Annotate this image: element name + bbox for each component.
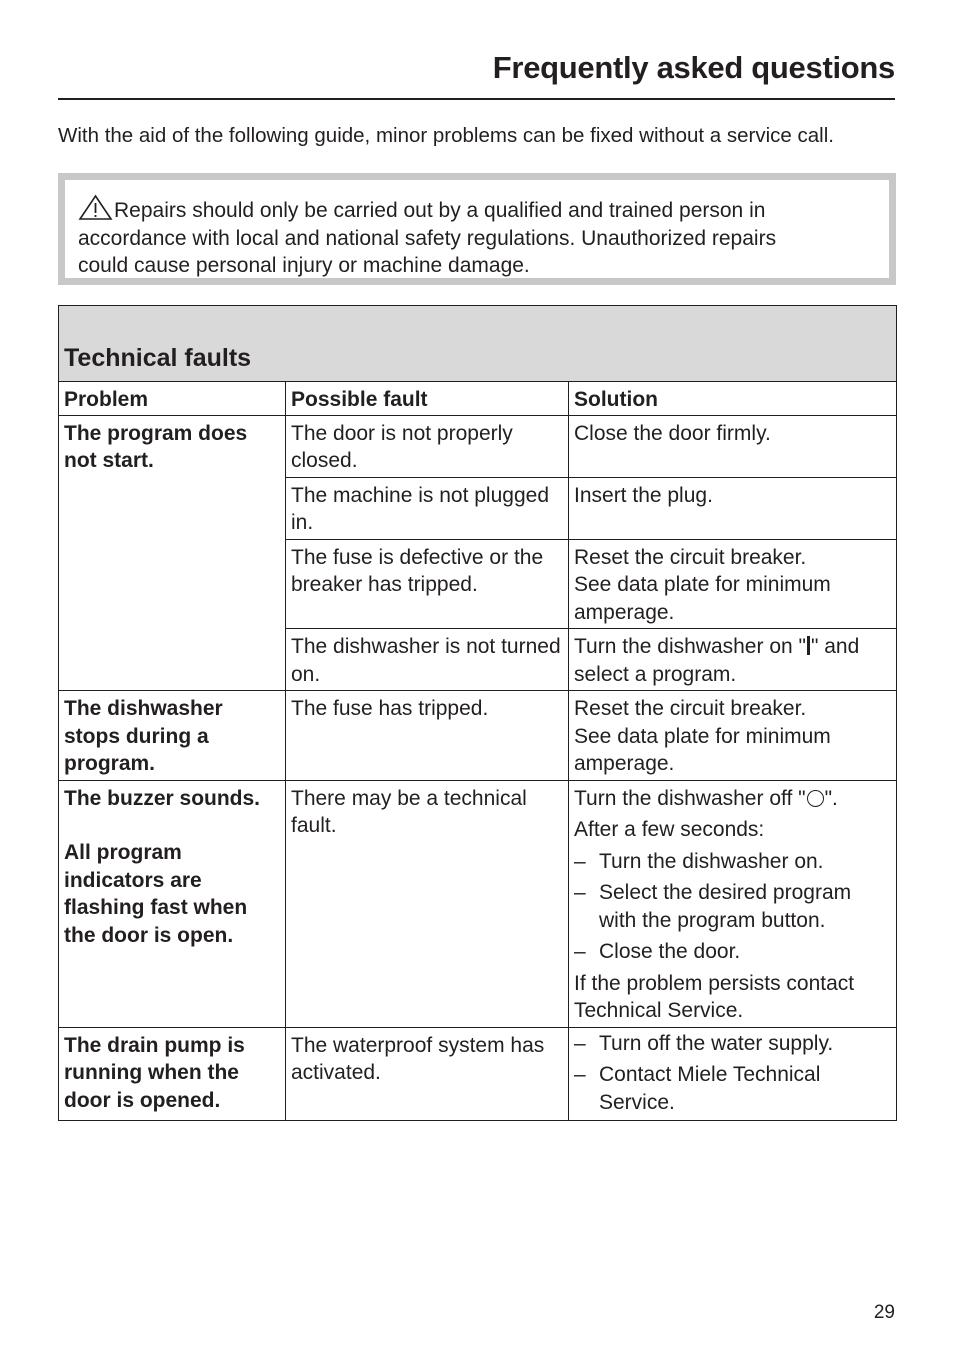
dash-marker: – [574, 940, 586, 963]
solution-cell [569, 1027, 897, 1120]
problem-cell: The program does not start. [59, 415, 286, 691]
table-row [59, 780, 897, 1027]
table-row [59, 691, 897, 781]
solution-text-start: Turn the dishwasher off " [574, 786, 806, 810]
dash-marker: – [574, 849, 586, 873]
solution-cell [569, 629, 897, 691]
problem-cell: The dishwasher stops during a program. [59, 691, 286, 781]
dash-marker: – [574, 1063, 586, 1086]
problem-cell: The drain pump is running when the door is opened. [59, 1027, 286, 1120]
problem-line: All program indicators are flashing fast when the door is open. [64, 841, 248, 947]
spacer [64, 812, 280, 839]
bullet-text: Turn off the water supply. [599, 1031, 834, 1055]
bullet-item [574, 879, 891, 934]
bullet-item [574, 1030, 891, 1058]
dash-marker: – [574, 881, 586, 904]
fault-cell: The door is not properly closed. [286, 415, 569, 477]
section-header-row [59, 306, 897, 382]
fault-cell: The waterproof system has activated. [286, 1027, 569, 1120]
table-row [59, 1027, 897, 1120]
solution-text-end: ". [824, 786, 838, 810]
warning-box [58, 173, 896, 285]
table-row [59, 415, 897, 477]
bullet-item [574, 848, 891, 876]
technical-faults-table [58, 305, 897, 1121]
solution-cell [569, 691, 897, 781]
bullet-text: Close the door. [599, 940, 741, 963]
fault-cell: The fuse has tripped. [286, 691, 569, 781]
column-header-row [59, 382, 897, 416]
problem-line: The buzzer sounds. [64, 786, 261, 810]
dash-marker: – [574, 1031, 586, 1055]
off-symbol-icon [807, 790, 824, 807]
bullet-text: Turn the dishwasher on. [599, 849, 824, 873]
title-divider [58, 98, 895, 100]
bullet-item [574, 938, 891, 966]
bullet-text: Select the desired program with the program button. [599, 881, 852, 932]
column-header-possible-fault: Possible fault [286, 382, 569, 416]
solution-line: See data plate for minimum amperage. [574, 724, 831, 775]
page-number: 29 [873, 1302, 895, 1323]
bullet-text: Contact Miele Technical Service. [599, 1063, 821, 1114]
column-header-solution: Solution [569, 382, 897, 416]
bullet-item [574, 1061, 891, 1116]
intro-text: With the aid of the following guide, minor problems can be fixed without a service call. [58, 124, 834, 147]
warning-text-line-2: accordance with local and national safety regulations. Unauthorized repairs [78, 226, 777, 250]
solution-cell [569, 780, 897, 1027]
section-title: Technical faults [59, 306, 897, 382]
solution-line [574, 785, 891, 813]
problem-cell [59, 780, 286, 1027]
solution-cell: Insert the plug. [569, 477, 897, 539]
warning-triangle-icon [78, 194, 114, 220]
solution-line: Reset the circuit breaker. [574, 545, 807, 569]
column-header-problem: Problem [59, 382, 286, 416]
solution-line: See data plate for minimum amperage. [574, 573, 831, 624]
solution-cell: Close the door firmly. [569, 415, 897, 477]
solution-line: If the problem persists contact Technical Service. [574, 971, 855, 1022]
fault-cell: There may be a technical fault. [286, 780, 569, 1027]
solution-line: Reset the circuit breaker. [574, 697, 807, 720]
page-title: Frequently asked questions [492, 50, 895, 85]
on-symbol-icon [807, 636, 810, 655]
solution-text-end: " and select a program. [574, 635, 860, 686]
fault-cell: The dishwasher is not turned on. [286, 629, 569, 691]
fault-cell: The fuse is defective or the breaker has tripped. [286, 539, 569, 629]
solution-text-start: Turn the dishwasher on " [574, 635, 806, 658]
solution-line: After a few seconds: [574, 818, 765, 841]
warning-text-line-3: could cause personal injury or machine damage. [78, 254, 530, 277]
fault-cell: The machine is not plugged in. [286, 477, 569, 539]
solution-cell [569, 539, 897, 629]
warning-text-line-1: Repairs should only be carried out by a qualified and trained person in [114, 199, 766, 222]
